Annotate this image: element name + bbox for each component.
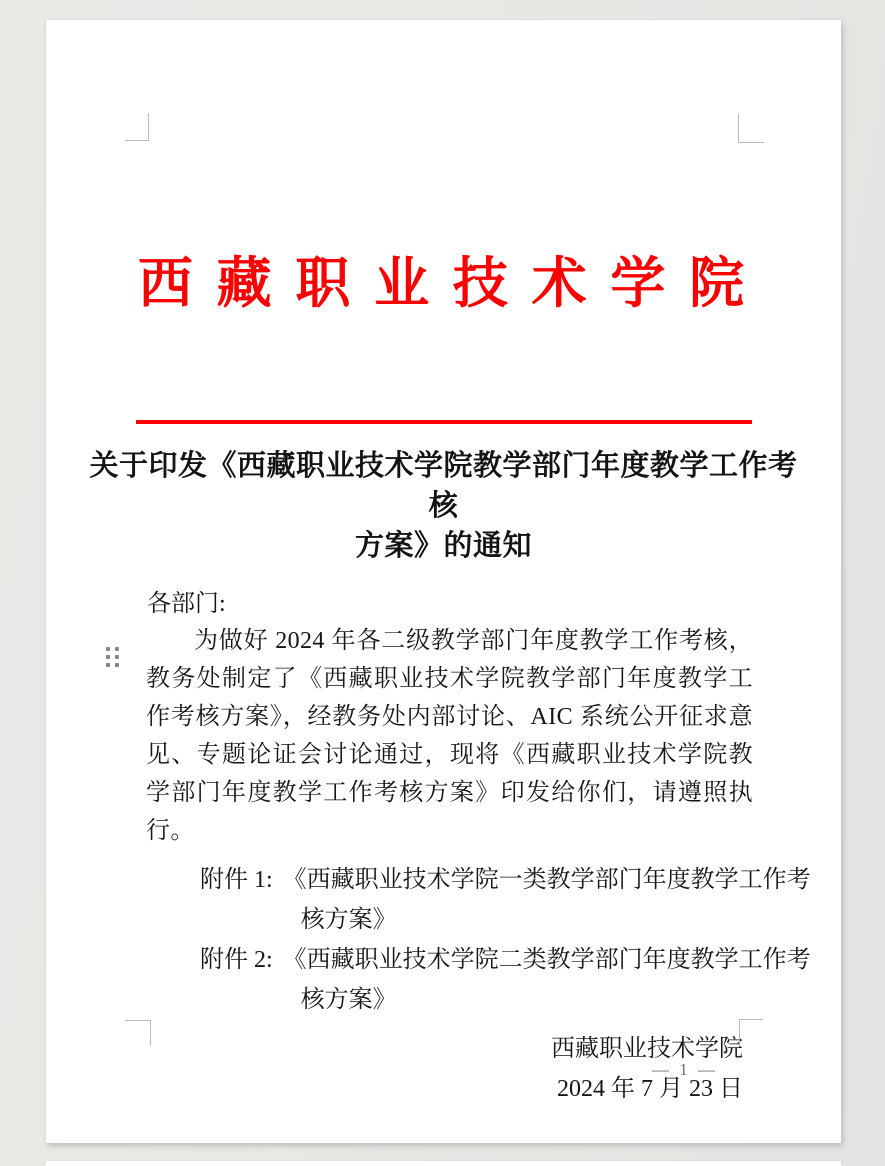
handle-dot — [115, 663, 119, 667]
body-paragraph: 为做好 2024 年各二级教学部门年度教学工作考核，教务处制定了《西藏职业技术学院教学部门年度教学工作考核方案》，经教务处内部讨论、AIC 系统公开征求意见、专题论证会讨论通过，现将《西藏职业技术学院教学部门年度教学工作考核方案》印发给你们，请遵照执行。 — [146, 628, 753, 844]
signer-name: 西藏职业技术学院 — [551, 1036, 743, 1062]
handle-dot — [106, 655, 110, 659]
salutation: 各部门: — [147, 591, 226, 617]
layout-corner-mark-top-left — [125, 113, 149, 141]
paragraph-drag-handle-icon[interactable] — [106, 647, 119, 667]
document-title-line1: 关于印发《西藏职业技术学院教学部门年度教学工作考核 — [89, 450, 798, 522]
letterhead-title: 西 藏 职 业 技 术 学 院 — [137, 253, 750, 314]
attachment-item — [200, 860, 841, 940]
document-page[interactable] — [46, 20, 841, 1143]
handle-dot — [106, 647, 110, 651]
next-page-edge — [46, 1161, 841, 1166]
attachments-list — [200, 860, 841, 1020]
attachment-label: 附件 1: — [200, 867, 273, 893]
signature-date: 2024 年 7 月 23 日 — [557, 1076, 743, 1102]
document-title-line2: 方案》的通知 — [354, 530, 532, 562]
attachment-label: 附件 2: — [200, 947, 273, 973]
letterhead-divider-rule — [136, 420, 752, 424]
layout-corner-mark-top-right — [738, 114, 764, 143]
layout-corner-mark-bottom-left — [125, 1020, 151, 1046]
attachment-item — [200, 940, 841, 1020]
handle-dot — [115, 655, 119, 659]
handle-dot — [115, 647, 119, 651]
attachment-text: 《西藏职业技术学院二类教学部门年度教学工作考核方案》 — [282, 947, 811, 1013]
document-title — [76, 446, 811, 566]
page-number: — 1 — — [652, 1060, 718, 1079]
handle-dot — [106, 663, 110, 667]
attachment-text: 《西藏职业技术学院一类教学部门年度教学工作考核方案》 — [282, 867, 811, 933]
layout-corner-mark-bottom-right — [739, 1019, 763, 1046]
